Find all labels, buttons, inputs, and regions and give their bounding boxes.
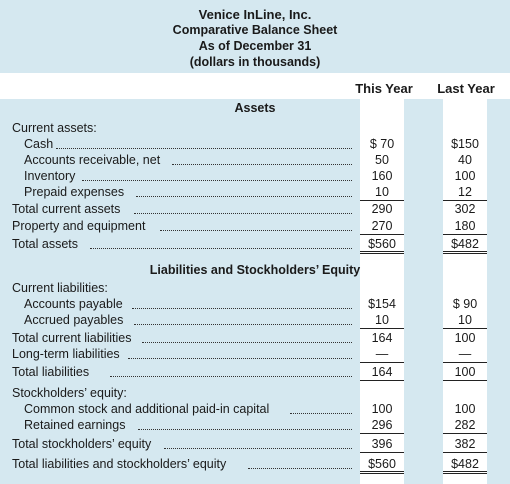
leader-dots (134, 324, 352, 325)
value-last-year: 302 (454, 202, 476, 216)
table-row (0, 417, 510, 434)
value-this-year: 396 (360, 436, 404, 453)
table-row (0, 330, 510, 347)
statement-title: Comparative Balance Sheet (172, 23, 338, 37)
leader-dots (82, 180, 352, 181)
leader-dots (138, 429, 352, 430)
leader-dots (290, 413, 352, 414)
table-row (0, 312, 510, 329)
table-row (0, 364, 510, 381)
row-label: Inventory (24, 169, 76, 183)
table-row (0, 184, 510, 201)
row-label: Total assets (12, 237, 79, 251)
value-last-year: 100 (454, 331, 476, 345)
section-heading-liabilities-equity: Liabilities and Stockholders’ Equity (149, 263, 361, 277)
leader-dots (56, 148, 352, 149)
table-row (0, 168, 510, 185)
table-row (0, 385, 510, 402)
value-last-year: 40 (458, 153, 472, 167)
row-label: Prepaid expenses (24, 185, 125, 199)
value-this-year: 290 (371, 202, 393, 216)
leader-dots (172, 164, 352, 165)
leader-dots (128, 358, 352, 359)
value-last-year: 12 (443, 184, 487, 201)
row-label: Current assets: (12, 121, 97, 135)
table-row (0, 436, 510, 453)
table-row (0, 346, 510, 363)
value-this-year: 270 (360, 218, 404, 235)
value-this-year: 160 (371, 169, 393, 183)
value-this-year: 100 (371, 402, 393, 416)
leader-dots (142, 342, 352, 343)
value-last-year: $482 (443, 236, 487, 254)
value-this-year: 164 (371, 331, 393, 345)
value-last-year: $ 90 (452, 297, 478, 311)
column-header-this-year: This Year (355, 81, 413, 96)
value-last-year: 100 (443, 364, 487, 381)
leader-dots (160, 230, 352, 231)
leader-dots (132, 308, 352, 309)
value-last-year: — (443, 346, 487, 363)
value-this-year: 50 (375, 153, 389, 167)
row-label: Property and equipment (12, 219, 146, 233)
section-heading-assets: Assets (234, 101, 276, 115)
value-this-year: $154 (368, 297, 396, 311)
leader-dots (90, 248, 352, 249)
value-last-year: $482 (443, 456, 487, 474)
row-label: Cash (24, 137, 54, 151)
leader-dots (134, 213, 352, 214)
company-name: Venice InLine, Inc. (198, 7, 312, 22)
row-label: Accrued payables (24, 313, 124, 327)
leader-dots (248, 468, 352, 469)
leader-dots (110, 376, 352, 377)
value-last-year: 282 (443, 417, 487, 434)
value-last-year: 10 (443, 312, 487, 329)
leader-dots (164, 448, 352, 449)
table-row (0, 136, 510, 153)
table-row (0, 152, 510, 169)
leader-dots (136, 196, 352, 197)
row-label: Total stockholders’ equity (12, 437, 152, 451)
row-label: Total liabilities (12, 365, 90, 379)
table-row (0, 120, 510, 137)
row-label: Total current liabilities (12, 331, 132, 345)
value-last-year: 100 (454, 402, 476, 416)
row-label: Common stock and additional paid-in capital (24, 402, 270, 416)
row-label: Accounts receivable, net (24, 153, 161, 167)
value-last-year: $150 (451, 137, 479, 151)
value-this-year: $560 (360, 456, 404, 474)
value-last-year: 100 (454, 169, 476, 183)
table-row (0, 296, 510, 313)
row-label: Total current assets (12, 202, 121, 216)
table-row (0, 280, 510, 297)
value-this-year: $560 (360, 236, 404, 254)
row-label: Current liabilities: (12, 281, 108, 295)
table-row (0, 456, 510, 473)
column-header-last-year: Last Year (437, 81, 495, 96)
row-label: Retained earnings (24, 418, 126, 432)
row-label: Total liabilities and stockholders’ equity (12, 457, 227, 471)
row-label: Long-term liabilities (12, 347, 120, 361)
statement-date: As of December 31 (198, 39, 312, 53)
value-this-year: 296 (360, 417, 404, 434)
value-this-year: 164 (360, 364, 404, 381)
value-this-year: 10 (360, 184, 404, 201)
value-last-year: 382 (443, 436, 487, 453)
value-this-year: — (360, 346, 404, 363)
value-this-year: 10 (360, 312, 404, 329)
table-row (0, 201, 510, 218)
value-last-year: 180 (443, 218, 487, 235)
value-this-year: $ 70 (369, 137, 395, 151)
row-label: Stockholders’ equity: (12, 386, 127, 400)
table-row (0, 218, 510, 235)
statement-units: (dollars in thousands) (189, 55, 321, 69)
table-row (0, 401, 510, 418)
row-label: Accounts payable (24, 297, 123, 311)
table-row (0, 236, 510, 253)
